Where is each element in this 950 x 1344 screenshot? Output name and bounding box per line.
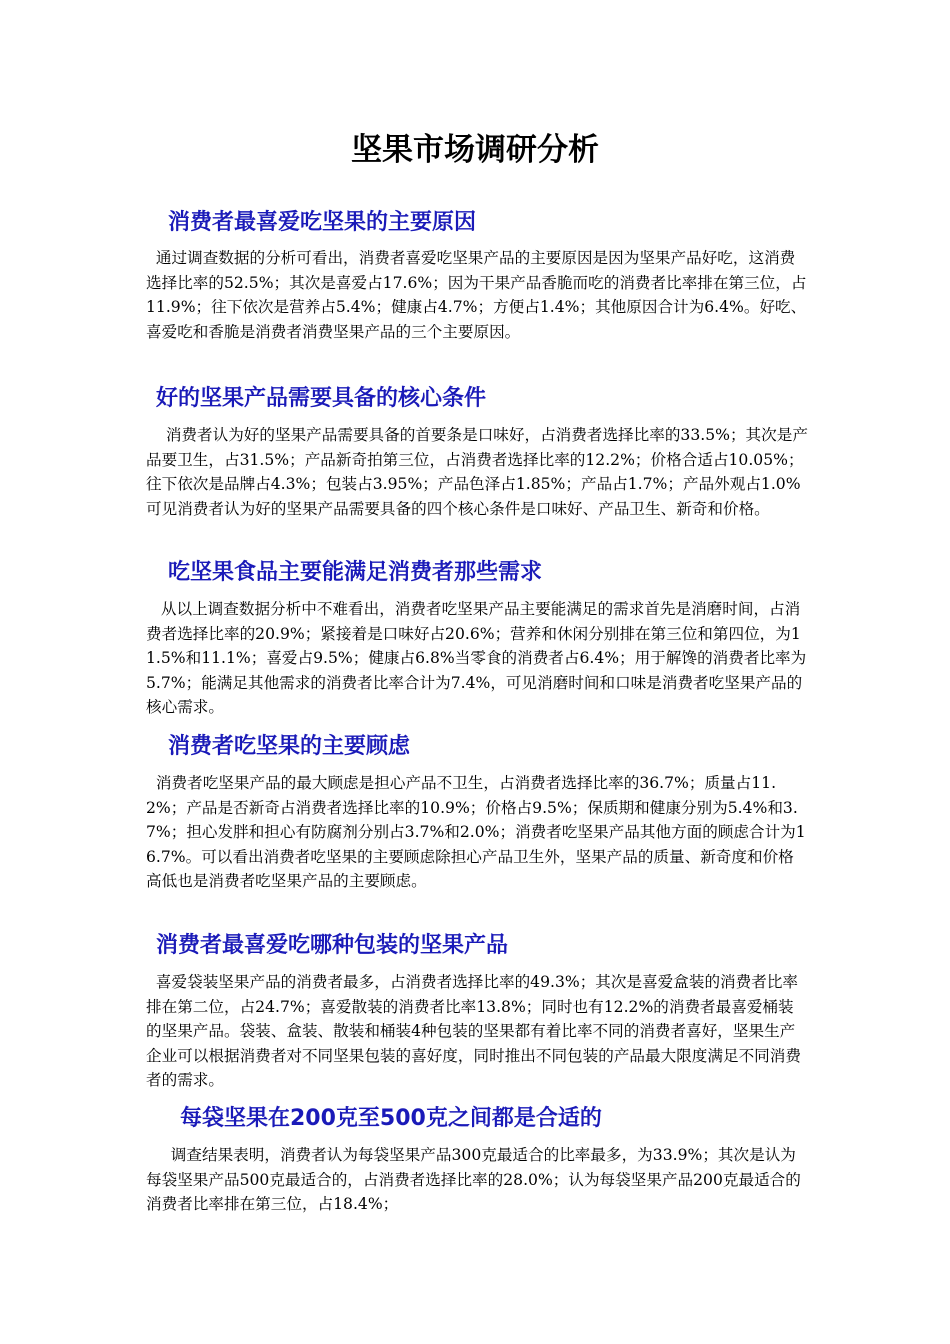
section-paragraph: 消费者吃坚果产品的最大顾虑是担心产品不卫生，占消费者选择比率的36.7%；质量占11.2%；产品是否新奇占消费者选择比率的10.9%；价格占9.5%；保质期和健康分别为5.4%和3.7%；担心发胖和担心有防腐剂分别占3.7%和2.0%；消费者吃坚果产品其他方面的顾虑合计为16.7%。可以看出消费者吃坚果的主要顾虑除担心产品卫生外，坚果产品的质量、新奇度和价格高低也是消费者吃坚果产品的主要顾虑。 bbox=[146, 774, 806, 891]
section-heading: 吃坚果食品主要能满足消费者那些需求 bbox=[168, 560, 543, 585]
section-paragraph: 喜爱袋装坚果产品的消费者最多，占消费者选择比率的49.3%；其次是喜爱盒装的消费者比率排在第二位，占24.7%；喜爱散装的消费者比率13.8%；同时也有12.2%的消费者最喜爱桶装的坚果产品。袋装、盒装、散装和桶装4种包装的坚果都有着比率不同的消费者喜好，坚果生产企业可以根据消费者对不同坚果包装的喜好度，同时推出不同包装的产品最大限度满足不同消费者的需求。 bbox=[146, 973, 801, 1090]
section-heading: 每袋坚果在200克至500克之间都是合适的 bbox=[180, 1106, 602, 1131]
section-paragraph: 通过调查数据的分析可看出，消费者喜爱吃坚果产品的主要原因是因为坚果产品好吃，这消费选择比率的52.5%；其次是喜爱占17.6%；因为干果产品香脆而吃的消费者比率排在第三位，占11.9%；往下依次是营养占5.4%；健康占4.7%；方便占1.4%；其他原因合计为6.4%。好吃、喜爱吃和香脆是消费者消费坚果产品的三个主要原因。 bbox=[146, 249, 807, 341]
section-paragraph: 消费者认为好的坚果产品需要具备的首要条是口味好，占消费者选择比率的33.5%；其次是产品要卫生，占31.5%；产品新奇拍第三位，占消费者选择比率的12.2%；价格合适占10.05%；往下依次是品牌占4.3%；包装占3.95%；产品色泽占1.85%；产品占1.7%；产品外观占1.0%可见消费者认为好的坚果产品需要具备的四个核心条件是口味好、产品卫生、新奇和价格。 bbox=[146, 426, 808, 518]
section-heading: 好的坚果产品需要具备的核心条件 bbox=[156, 386, 487, 411]
section-heading: 消费者最喜爱吃坚果的主要原因 bbox=[168, 210, 477, 235]
document-title: 坚果市场调研分析 bbox=[351, 132, 599, 168]
section-paragraph: 从以上调查数据分析中不难看出，消费者吃坚果产品主要能满足的需求首先是消磨时间，占消费者选择比率的20.9%；紧接着是口味好占20.6%；营养和休闲分别排在第三位和第四位，为11.5%和11.1%；喜爱占9.5%；健康占6.8%当零食的消费者占6.4%；用于解馋的消费者比率为5.7%；能满足其他需求的消费者比率合计为7.4%，可见消磨时间和口味是消费者吃坚果产品的核心需求。 bbox=[146, 600, 807, 717]
section-paragraph: 调查结果表明，消费者认为每袋坚果产品300克最适合的比率最多，为33.9%；其次是认为每袋坚果产品500克最适合的，占消费者选择比率的28.0%；认为每袋坚果产品200克最适合的消费者比率排在第三位，占18.4%； bbox=[146, 1146, 801, 1214]
section-heading: 消费者吃坚果的主要顾虑 bbox=[168, 734, 411, 759]
section-heading: 消费者最喜爱吃哪种包装的坚果产品 bbox=[156, 933, 509, 958]
